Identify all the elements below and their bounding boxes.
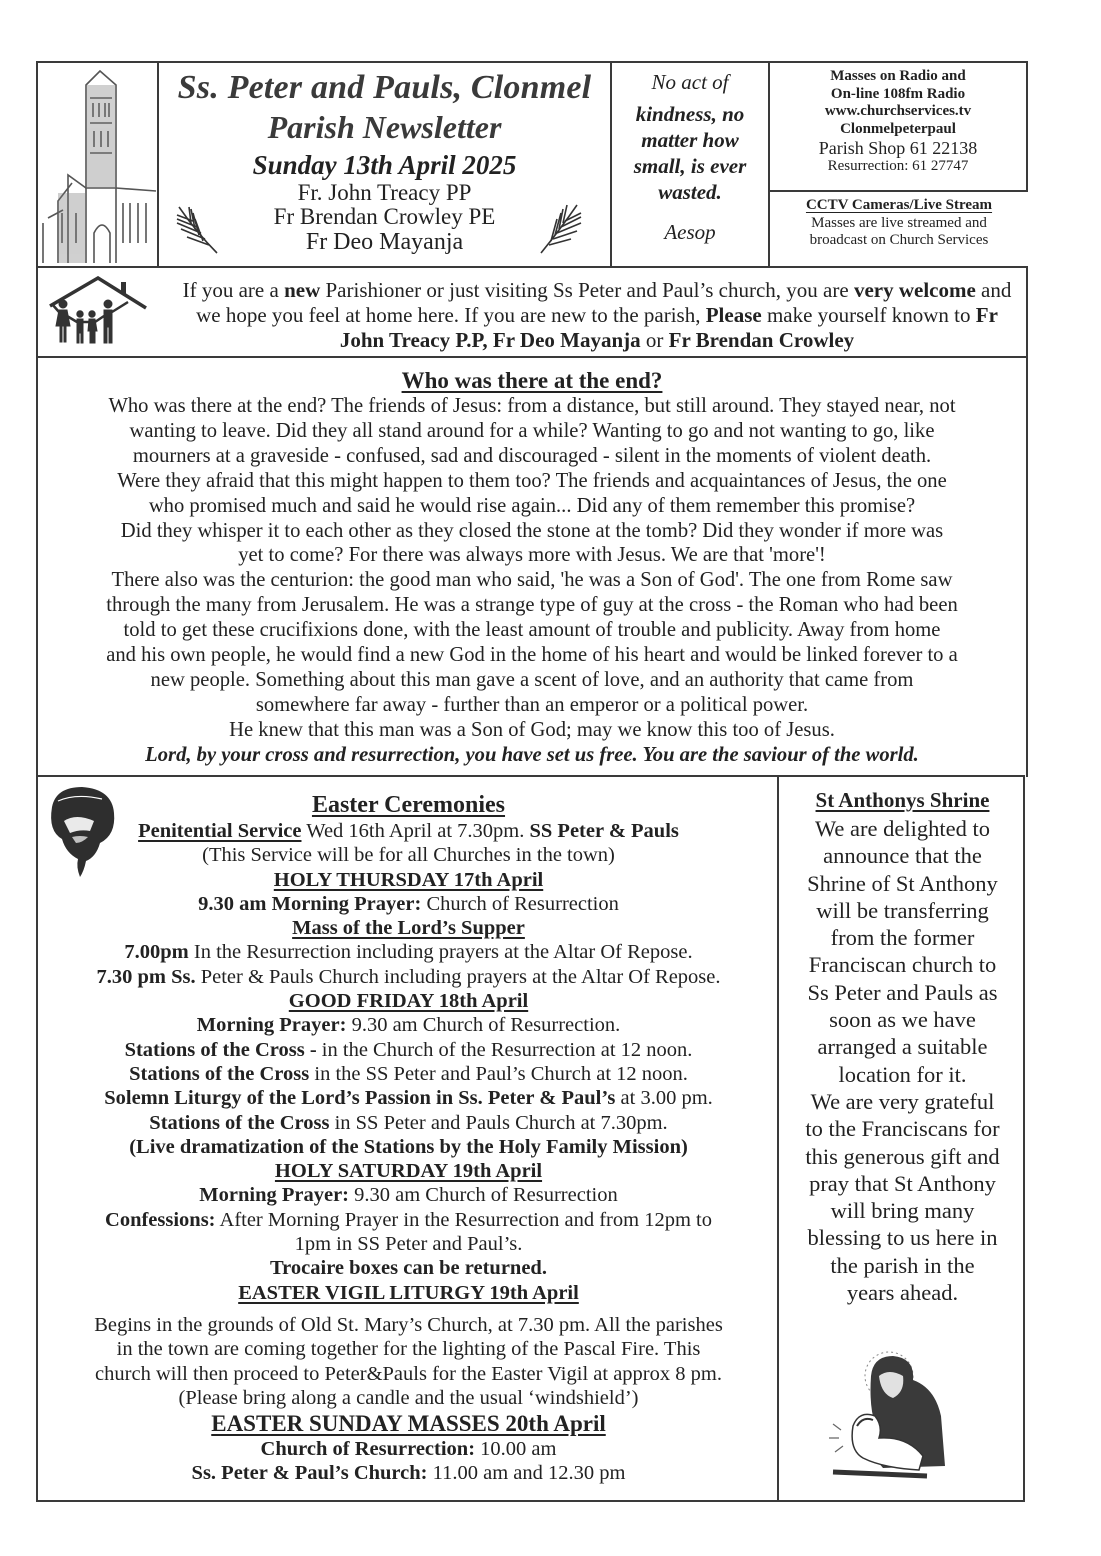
welcome-text-part: or bbox=[640, 328, 669, 352]
text: 9.30 am Church of Resurrection bbox=[349, 1184, 618, 1207]
sunday-mass-1 bbox=[38, 1437, 779, 1461]
clergy-name: Fr Deo Mayanja bbox=[305, 229, 464, 255]
article-line: He knew that this man was a Son of God; may we know this too of Jesus. bbox=[229, 718, 835, 741]
quote-line: wasted. bbox=[658, 180, 722, 204]
friday-liturgy bbox=[38, 1086, 779, 1110]
quote-box bbox=[610, 61, 770, 268]
shrine-text bbox=[781, 815, 1024, 1306]
label-bold: Church of Resurrection: bbox=[260, 1438, 476, 1461]
welcome-text-part: and we hope you feel at home here. If you are new to the parish, bbox=[196, 278, 1012, 327]
article-line: mourners at a graveside - confused, sad and discouraged - silent in the moments of violent death. bbox=[132, 444, 932, 467]
newsletter-title-box bbox=[157, 61, 612, 268]
label-bold: Ss. Peter & Paul’s Church: bbox=[191, 1462, 428, 1485]
shrine-line: location for it. bbox=[838, 1061, 967, 1087]
vigil-line: Begins in the grounds of Old St. Mary’s Church, at 7.30 pm. All the parishes bbox=[94, 1313, 723, 1336]
label-bold: 7.00pm bbox=[124, 941, 189, 964]
penitential-place: SS Peter & Pauls bbox=[529, 820, 679, 842]
holy-saturday-title: HOLY SATURDAY 19th April bbox=[274, 1160, 543, 1183]
text: 11.00 am and 12.30 pm bbox=[427, 1462, 626, 1485]
article-box bbox=[36, 356, 1028, 777]
vigil-line: (Please bring along a candle and the usual ‘windshield’) bbox=[178, 1386, 639, 1409]
label-bold: 7.30 pm Ss. bbox=[96, 965, 196, 988]
cctv-title: CCTV Cameras/Live Stream bbox=[805, 197, 993, 213]
lower-section bbox=[36, 775, 1025, 1502]
church-image-box bbox=[36, 61, 159, 268]
article-line: Who was there at the end? The friends of Jesus: from a distance, but still around. They stayed near, not bbox=[108, 395, 956, 417]
shrine-line: years ahead. bbox=[846, 1280, 959, 1306]
shrine-title: St Anthonys Shrine bbox=[815, 788, 990, 812]
parish-shop-phone: Parish Shop 61 22138 bbox=[818, 138, 978, 158]
text: In the Resurrection including prayers at the Altar Of Repose. bbox=[188, 941, 693, 964]
quote-line: kindness, no bbox=[635, 102, 745, 126]
shrine-line: the parish in the bbox=[830, 1252, 975, 1278]
quote-line: small, is ever bbox=[633, 154, 747, 178]
label-bold: Stations of the Cross bbox=[149, 1111, 330, 1134]
clergy-name: Fr. John Treacy PP bbox=[297, 180, 472, 205]
article-line: told to get these crucifixions done, with the least amount of trouble and publicity. Away from home bbox=[123, 619, 941, 642]
shrine-line: will bring many bbox=[830, 1198, 975, 1224]
shrine-line: Ss Peter and Pauls as bbox=[807, 979, 998, 1005]
article-closing-prayer: Lord, by your cross and resurrection, you have set us free. You are the saviour of the world. bbox=[145, 743, 919, 766]
article-line: somewhere far away - further than an emperor or a political power. bbox=[255, 693, 809, 716]
label-bold: Stations of the Cross - bbox=[124, 1038, 317, 1061]
article-line: There also was the centurion: the good man who said, 'he was a Son of God'. The one from Rome saw bbox=[111, 569, 953, 592]
label-bold: Morning Prayer: bbox=[199, 1184, 349, 1207]
penitential-label: Penitential Service bbox=[138, 820, 302, 842]
article-line: wanting to leave. Did they all stand around for a while? Wanting to go and not wanting to go, like bbox=[129, 419, 935, 442]
trocaire-note: Trocaire boxes can be returned. bbox=[270, 1257, 547, 1280]
cctv-line: Masses are live streamed and bbox=[811, 214, 987, 231]
text: at 3.00 pm. bbox=[615, 1087, 713, 1110]
label-bold: 9.30 am Morning Prayer: bbox=[198, 892, 422, 915]
friday-stations-3 bbox=[38, 1111, 779, 1135]
welcome-text-bold: Fr Brendan Crowley bbox=[668, 328, 855, 352]
easter-ceremonies bbox=[38, 791, 779, 1486]
penitential-text: Wed 16th April at 7.30pm. bbox=[301, 820, 530, 842]
easter-vigil-title: EASTER VIGIL LITURGY 19th April bbox=[238, 1281, 579, 1304]
label-bold: Morning Prayer: bbox=[196, 1014, 347, 1037]
good-friday-title: GOOD FRIDAY 18th April bbox=[288, 990, 529, 1013]
text: After Morning Prayer in the Resurrection and from 12pm to bbox=[215, 1208, 712, 1231]
quote-line: No act of bbox=[651, 70, 729, 94]
article-title: Who was there at the end? bbox=[401, 368, 663, 393]
church-tower-icon bbox=[38, 63, 157, 266]
shrine-line: will be transferring bbox=[816, 897, 989, 923]
article-line: yet to come? For there was always more with Jesus. We are that 'more'! bbox=[238, 544, 826, 567]
label-bold: Confessions: bbox=[105, 1208, 216, 1231]
cctv-box bbox=[768, 190, 1028, 268]
parish-name: Ss. Peter and Pauls, Clonmel bbox=[177, 69, 592, 106]
shrine-line: We are very grateful bbox=[810, 1088, 995, 1114]
vigil-line: church will then proceed to Peter&Pauls for the Easter Vigil at approx 8 pm. bbox=[95, 1362, 722, 1385]
column-divider bbox=[777, 775, 779, 1502]
radio-line: On-line 108fm Radio bbox=[830, 85, 966, 102]
holy-thursday-title: HOLY THURSDAY 17th April bbox=[273, 868, 544, 891]
confessions bbox=[38, 1208, 779, 1232]
supper-mass-1 bbox=[38, 940, 779, 964]
welcome-text bbox=[178, 278, 1016, 353]
shrine-line: arranged a suitable bbox=[817, 1034, 988, 1060]
article-line: Did they whisper it to each other as they closed the stone at the tomb? Did they wonder if more was bbox=[120, 519, 944, 542]
shrine-line: Shrine of St Anthony bbox=[807, 870, 998, 896]
article-line: new people. Something about this man gave a scent of love, and an authority that came from bbox=[150, 668, 914, 691]
family-house-icon bbox=[42, 276, 154, 350]
welcome-text-bold: new bbox=[284, 278, 321, 302]
friday-stations-1 bbox=[38, 1038, 779, 1062]
text: 9.30 am Church of Resurrection. bbox=[346, 1014, 621, 1037]
text: in the Church of the Resurrection at 12 noon. bbox=[316, 1038, 693, 1061]
quote-author: Aesop bbox=[664, 220, 716, 244]
cctv-line: broadcast on Church Services bbox=[809, 232, 989, 248]
article-line: Were they afraid that this might happen to them too? The friends and acquaintances of Jesus, the one bbox=[117, 469, 947, 492]
text: in SS Peter and Pauls Church at 7.30pm. bbox=[329, 1111, 668, 1134]
text: Church of Resurrection bbox=[421, 892, 619, 915]
shrine-line: We are delighted to bbox=[815, 816, 990, 841]
shrine-line: this generous gift and bbox=[805, 1143, 1000, 1169]
vigil-line: in the town are coming together for the lighting of the Pascal Fire. This bbox=[116, 1338, 701, 1361]
easter-title: Easter Ceremonies bbox=[311, 792, 506, 818]
label-bold: Solemn Liturgy of the Lord’s Passion in Ss. Peter & Paul’s bbox=[104, 1087, 616, 1110]
friday-stations-2 bbox=[38, 1062, 779, 1086]
penitential-note: (This Service will be for all Churches in the town) bbox=[202, 844, 615, 867]
shrine-line: soon as we have bbox=[829, 1007, 976, 1033]
welcome-box bbox=[36, 266, 1028, 358]
website-link[interactable]: www.churchservices.tv bbox=[824, 103, 972, 119]
text: 10.00 am bbox=[475, 1438, 557, 1461]
quote-line: matter how bbox=[641, 128, 739, 152]
article-line: through the many from Jerusalem. He was a strange type of guy at the cross - the Roman who had been bbox=[106, 594, 958, 617]
palm-leaf-icon bbox=[537, 199, 589, 255]
st-anthony-image bbox=[823, 1346, 983, 1486]
welcome-text-bold: Please bbox=[705, 303, 762, 327]
article-body bbox=[38, 394, 1026, 743]
saturday-morning-prayer bbox=[38, 1183, 779, 1207]
palm-leaf-icon bbox=[169, 201, 221, 256]
resurrection-phone: Resurrection: 61 27747 bbox=[827, 158, 969, 174]
shrine-line: pray that St Anthony bbox=[809, 1170, 996, 1196]
article-line: and his own people, he would find a new God in the home of his heart and would be linked forever to a bbox=[106, 644, 958, 667]
newsletter-date: Sunday 13th April 2025 bbox=[252, 150, 517, 180]
welcome-text-bold: very welcome bbox=[853, 278, 976, 302]
friday-live-dramatization: (Live dramatization of the Stations by the Holy Family Mission) bbox=[129, 1135, 688, 1158]
welcome-text-part: If you are a bbox=[182, 278, 285, 302]
lords-supper-title: Mass of the Lord’s Supper bbox=[292, 917, 525, 940]
shrine-line: announce that the bbox=[823, 843, 982, 869]
newsletter-title: Parish Newsletter bbox=[267, 109, 502, 145]
st-anthonys-shrine bbox=[781, 787, 1024, 1491]
radio-line: Clonmelpeterpaul bbox=[840, 120, 956, 137]
sunday-mass-2 bbox=[38, 1461, 779, 1485]
text: in the SS Peter and Paul’s Church at 12 noon. bbox=[309, 1062, 688, 1085]
thursday-morning-prayer bbox=[38, 892, 779, 916]
label-bold: Stations of the Cross bbox=[129, 1062, 310, 1085]
welcome-text-part: Parishioner or just visiting Ss Peter and Paul’s church, you are bbox=[320, 278, 854, 302]
welcome-text-bold: Fr John Treacy P.P, Fr Deo Mayanja bbox=[339, 303, 998, 352]
shrine-line: blessing to us here in bbox=[807, 1225, 998, 1251]
friday-morning-prayer bbox=[38, 1013, 779, 1037]
supper-mass-2 bbox=[38, 965, 779, 989]
text: Peter & Pauls Church including prayers at the Altar Of Repose. bbox=[195, 965, 721, 988]
radio-info-box bbox=[768, 61, 1028, 192]
penitential-service bbox=[38, 819, 779, 843]
radio-line: Masses on Radio and bbox=[830, 68, 966, 84]
shrine-line: from the former bbox=[830, 925, 975, 951]
welcome-text-part: make yourself known to bbox=[761, 303, 976, 327]
article-line: who promised much and said he would rise again... Did any of them remember this promise? bbox=[148, 494, 916, 517]
shrine-line: to the Franciscans for bbox=[805, 1116, 1000, 1142]
confessions-2: 1pm in SS Peter and Paul’s. bbox=[294, 1233, 523, 1256]
easter-sunday-title: EASTER SUNDAY MASSES 20th April bbox=[211, 1411, 606, 1437]
shrine-line: Franciscan church to bbox=[808, 952, 997, 978]
clergy-name: Fr Brendan Crowley PE bbox=[273, 204, 496, 229]
